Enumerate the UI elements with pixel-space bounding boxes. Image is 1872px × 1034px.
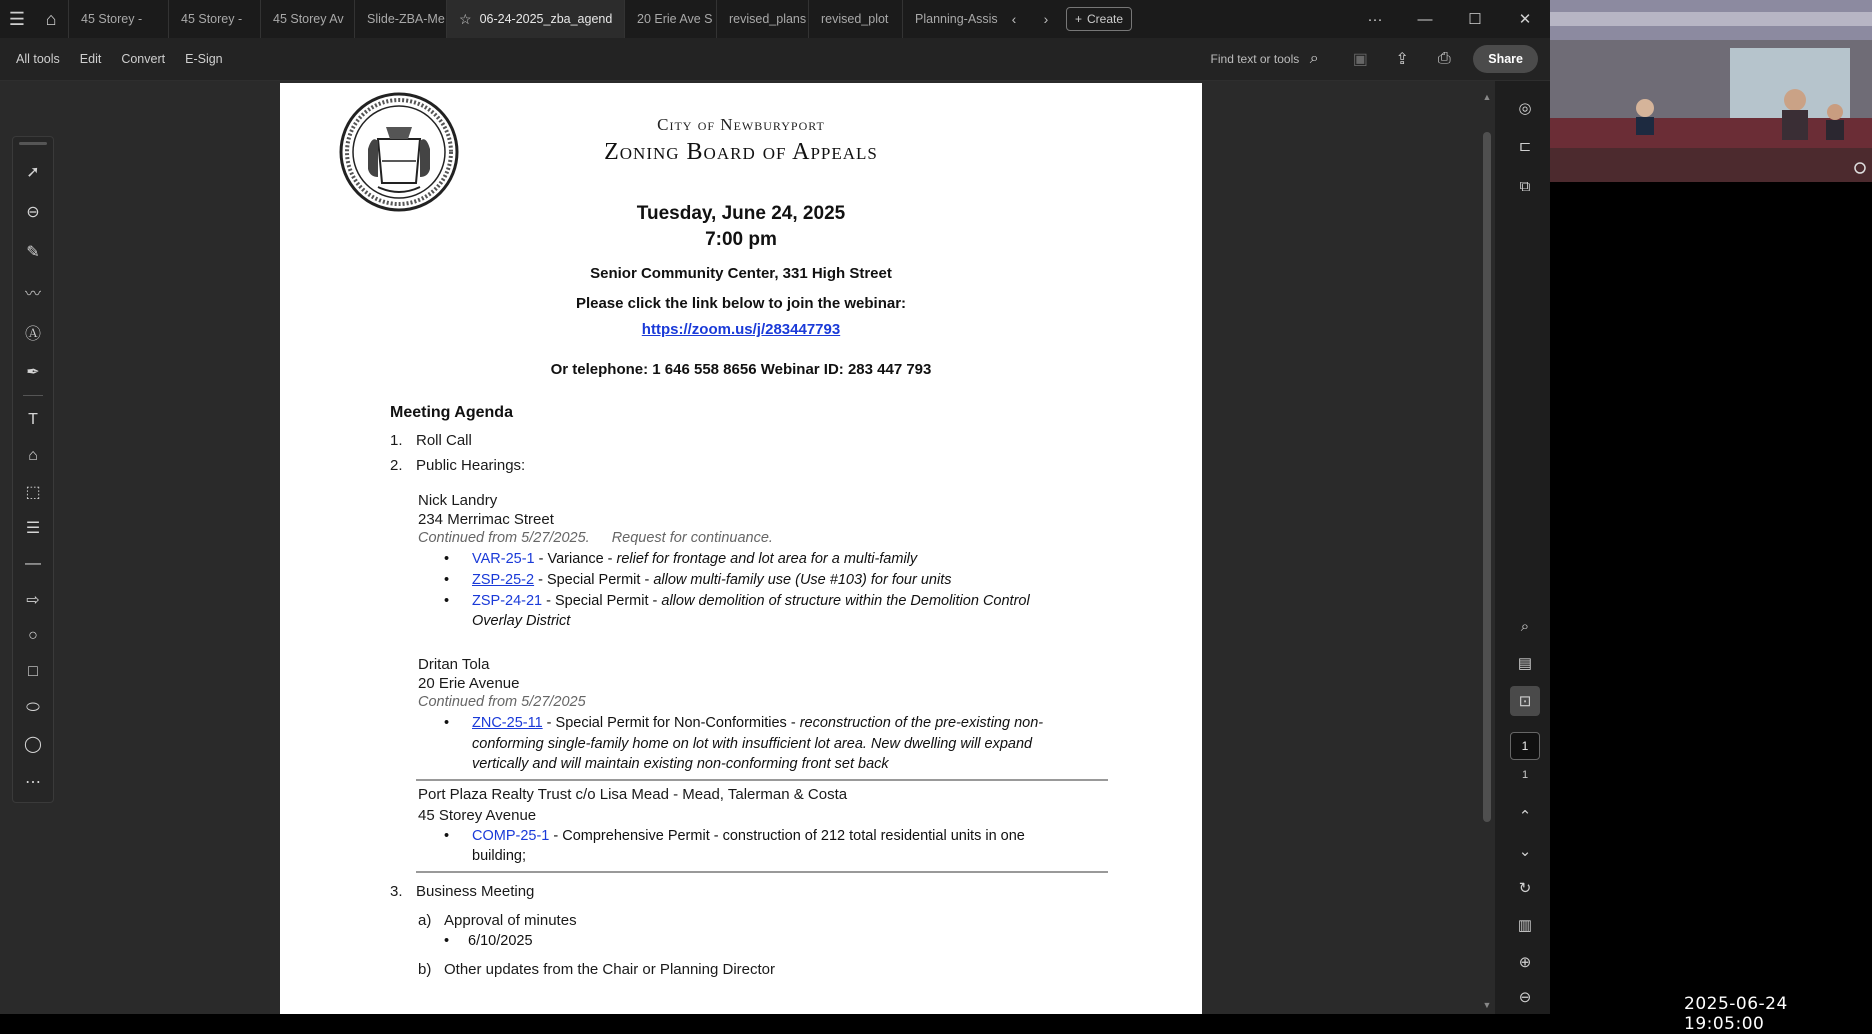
share-button[interactable]: Share: [1473, 45, 1538, 73]
add-text-icon[interactable]: T: [28, 411, 38, 428]
line-icon[interactable]: —: [25, 555, 41, 572]
bullet-icon: •: [444, 593, 450, 609]
agenda-item-roll-call: Roll Call: [416, 432, 472, 449]
close-window-icon[interactable]: ✕: [1518, 11, 1532, 28]
meeting-date: Tuesday, June 24, 2025: [636, 203, 846, 224]
tab-label: revised_plans: [729, 12, 807, 26]
crop-icon[interactable]: ⬚: [25, 484, 41, 501]
case-link[interactable]: ZSP-25-2: [472, 572, 535, 588]
case-type: - Special Permit -: [534, 572, 654, 588]
scroll-down-icon[interactable]: ▼: [1482, 1000, 1492, 1010]
other-updates: Other updates from the Chair or Planning Director: [444, 961, 775, 978]
continued-text: Continued from 5/27/2025.: [418, 530, 590, 546]
bookmark-panel-icon[interactable]: ⊏: [1518, 138, 1532, 155]
tab-label: revised_plot: [821, 12, 889, 26]
pdf-page: [280, 83, 1202, 1014]
city-name: City of Newburyport: [657, 115, 825, 134]
minimize-icon[interactable]: —: [1417, 10, 1433, 28]
tab-revised-plot[interactable]: [808, 0, 902, 38]
video-feed-thumbnail: [1550, 0, 1872, 182]
video-timestamp: 2025-06-24 19:05:00: [1684, 994, 1788, 1034]
case-link[interactable]: COMP-25-1: [472, 828, 550, 844]
pages-panel-icon[interactable]: ⧉: [1519, 177, 1531, 195]
item-number-3: 3.: [390, 883, 403, 900]
tab-20-erie[interactable]: [624, 0, 716, 38]
applicant-name: Dritan Tola: [418, 656, 490, 673]
document-viewport[interactable]: [0, 81, 1495, 1014]
find-text-input[interactable]: Find text or tools: [1210, 52, 1300, 66]
applicant-address: 234 Merrimac Street: [418, 511, 554, 528]
bullet-icon: •: [444, 933, 450, 949]
polygon-icon[interactable]: ⬭: [26, 699, 40, 716]
approval-of-minutes: Approval of minutes: [444, 912, 577, 929]
tab-label: Planning-Assis: [915, 12, 998, 26]
vertical-scrollbar[interactable]: [1481, 92, 1493, 1012]
tab-label: 45 Storey -: [81, 12, 143, 26]
applicant-address: 45 Storey Avenue: [418, 807, 537, 824]
continued-note: [418, 530, 773, 546]
bullet-icon: •: [444, 572, 450, 588]
request-text: Request for continuance.: [611, 530, 773, 546]
tab-zba-agenda[interactable]: [446, 0, 624, 38]
main-toolbar: [0, 38, 1550, 81]
page-search-icon[interactable]: ⌕: [1520, 617, 1530, 635]
sub-item-label: b): [418, 961, 432, 978]
cloud-upload-icon[interactable]: ⇪: [1395, 51, 1409, 68]
menu-all-tools[interactable]: All tools: [16, 52, 60, 66]
case-link[interactable]: ZNC-25-11: [472, 715, 543, 731]
page-doc-icon[interactable]: ▤: [1517, 655, 1533, 672]
oval-icon[interactable]: ○: [28, 627, 38, 644]
case-link[interactable]: ZSP-24-21: [472, 593, 543, 609]
print-icon[interactable]: ⎙: [1437, 50, 1451, 67]
zoom-marquee-active-icon[interactable]: ⊡: [1510, 686, 1540, 716]
plus-icon: +: [1075, 12, 1083, 26]
zoom-in-icon[interactable]: ⊕: [1518, 954, 1532, 971]
zoom-marquee-icon[interactable]: ⊖: [26, 204, 40, 221]
tab-bar: [0, 0, 1550, 38]
zoom-link[interactable]: https://zoom.us/j/283447793: [641, 321, 841, 338]
meeting-location: Senior Community Center, 331 High Street: [590, 265, 892, 282]
comment-icon[interactable]: ☰: [25, 520, 41, 537]
case-type: - Special Permit for Non-Conformities -: [542, 715, 800, 731]
right-side-panel: [1500, 81, 1550, 1014]
item-number-1: 1.: [390, 432, 403, 449]
freehand-draw-icon[interactable]: 〰: [24, 285, 41, 303]
home-icon[interactable]: ⌂: [45, 8, 57, 29]
case-type: - Special Permit -: [542, 593, 662, 609]
sub-item-label: a): [418, 912, 432, 929]
tab-planning-assis[interactable]: [902, 0, 998, 38]
webinar-prompt: Please click the link below to join the webinar:: [575, 295, 907, 312]
continued-note: Continued from 5/27/2025: [418, 694, 586, 710]
menu-esign[interactable]: E-Sign: [185, 52, 223, 66]
case-type: - Comprehensive Permit - construction of 212 total residential units in one: [549, 828, 1025, 844]
rectangle-icon[interactable]: □: [28, 663, 38, 680]
page-properties-icon[interactable]: ▥: [1517, 917, 1533, 934]
case-desc: relief for frontage and lot area for a multi-family: [616, 551, 918, 567]
case-desc-cont: building;: [472, 848, 527, 864]
tabs-scroll-right-icon[interactable]: ›: [1043, 11, 1049, 27]
tabs-scroll-left-icon[interactable]: ‹: [1011, 11, 1017, 27]
stamp-icon[interactable]: ⌂: [28, 447, 38, 464]
tab-slide-zba[interactable]: [354, 0, 446, 38]
case-line: [472, 715, 1043, 731]
agenda-item-public-hearings: Public Hearings:: [416, 457, 526, 474]
rotate-icon[interactable]: ↻: [1518, 880, 1532, 897]
telephone-info: Or telephone: 1 646 558 8656 Webinar ID: 283 447 793: [550, 361, 932, 378]
tab-revised-plans[interactable]: [716, 0, 808, 38]
case-line: [472, 593, 1030, 609]
case-link[interactable]: VAR-25-1: [472, 551, 535, 567]
scroll-up-icon[interactable]: ▲: [1482, 92, 1492, 102]
meeting-time: 7:00 pm: [705, 229, 777, 250]
bullet-icon: •: [444, 828, 450, 844]
case-desc: reconstruction of the pre-existing non-: [799, 715, 1044, 731]
create-button[interactable]: [1066, 7, 1132, 31]
star-icon[interactable]: ☆: [459, 10, 472, 27]
select-arrow-icon[interactable]: ➚: [26, 164, 40, 181]
applicant-name: Port Plaza Realty Trust c/o Lisa Mead - Mead, Talerman & Costa: [418, 786, 848, 803]
tab-45-storey-1[interactable]: [68, 0, 168, 38]
total-pages: 1: [1521, 769, 1529, 781]
zoom-out-icon[interactable]: ⊖: [1518, 989, 1532, 1006]
case-type: - Variance -: [534, 551, 617, 567]
tab-label: 06-24-2025_zba_agend: [479, 12, 613, 26]
current-page-input[interactable]: 1: [1510, 732, 1540, 760]
case-line: [472, 551, 917, 567]
board-title: Zoning Board of Appeals: [604, 139, 878, 165]
minutes-date: 6/10/2025: [468, 933, 533, 949]
arrow-shape-icon[interactable]: ⇨: [26, 592, 40, 609]
next-page-icon[interactable]: ⌄: [1518, 843, 1532, 860]
menu-convert[interactable]: Convert: [121, 52, 166, 66]
applicant-address: 20 Erie Avenue: [418, 675, 520, 692]
highlight-pen-icon[interactable]: ✎: [26, 244, 40, 261]
bullet-icon: •: [444, 715, 450, 731]
agenda-item-business-meeting: Business Meeting: [416, 883, 535, 900]
agenda-heading: Meeting Agenda: [390, 404, 513, 421]
scrollbar-thumb[interactable]: [1483, 132, 1491, 822]
applicant-name: Nick Landry: [418, 492, 498, 509]
search-icon[interactable]: ⌕: [1309, 50, 1319, 67]
previous-page-icon[interactable]: ⌃: [1518, 808, 1532, 825]
create-label: Create: [1087, 12, 1124, 26]
rail-drag-handle[interactable]: [19, 142, 47, 145]
cloud-shape-icon[interactable]: ◯: [24, 736, 42, 753]
tab-label: Slide-ZBA-Me: [367, 12, 445, 26]
divider: [416, 871, 1108, 873]
tab-45-storey-av[interactable]: [260, 0, 354, 38]
tab-label: 20 Erie Ave S: [637, 12, 713, 26]
tab-label: 45 Storey -: [181, 12, 243, 26]
tab-45-storey-2[interactable]: [168, 0, 260, 38]
divider: [416, 779, 1108, 781]
case-desc: allow demolition of structure within the Demolition Control: [661, 593, 1030, 609]
maximize-icon[interactable]: ☐: [1468, 11, 1482, 28]
ai-assistant-icon[interactable]: ◎: [1518, 100, 1532, 117]
item-number-2: 2.: [390, 457, 403, 474]
case-desc-cont: vertically and will maintain existing non-conforming front set back: [472, 756, 889, 772]
case-line: [472, 572, 951, 588]
case-desc: allow multi-family use (Use #103) for four units: [653, 572, 952, 588]
divider: [23, 395, 43, 396]
more-options-icon[interactable]: ···: [1367, 10, 1383, 28]
tool-rail: [12, 136, 54, 803]
bullet-icon: •: [444, 551, 450, 567]
case-line: [472, 828, 1025, 844]
menu-edit[interactable]: Edit: [79, 52, 102, 66]
case-desc-cont: conforming single-family home on lot with insufficient lot area. New dwelling will expand: [472, 736, 1033, 752]
text-recognition-icon[interactable]: Ⓐ: [24, 325, 41, 343]
case-desc-cont: Overlay District: [472, 613, 571, 629]
more-tools-icon[interactable]: ⋯: [25, 774, 41, 791]
fill-sign-icon[interactable]: ✒: [26, 364, 40, 381]
tab-label: 45 Storey Av: [273, 12, 344, 26]
save-icon[interactable]: ▣: [1352, 51, 1368, 68]
hamburger-menu-icon[interactable]: ☰: [8, 8, 26, 29]
